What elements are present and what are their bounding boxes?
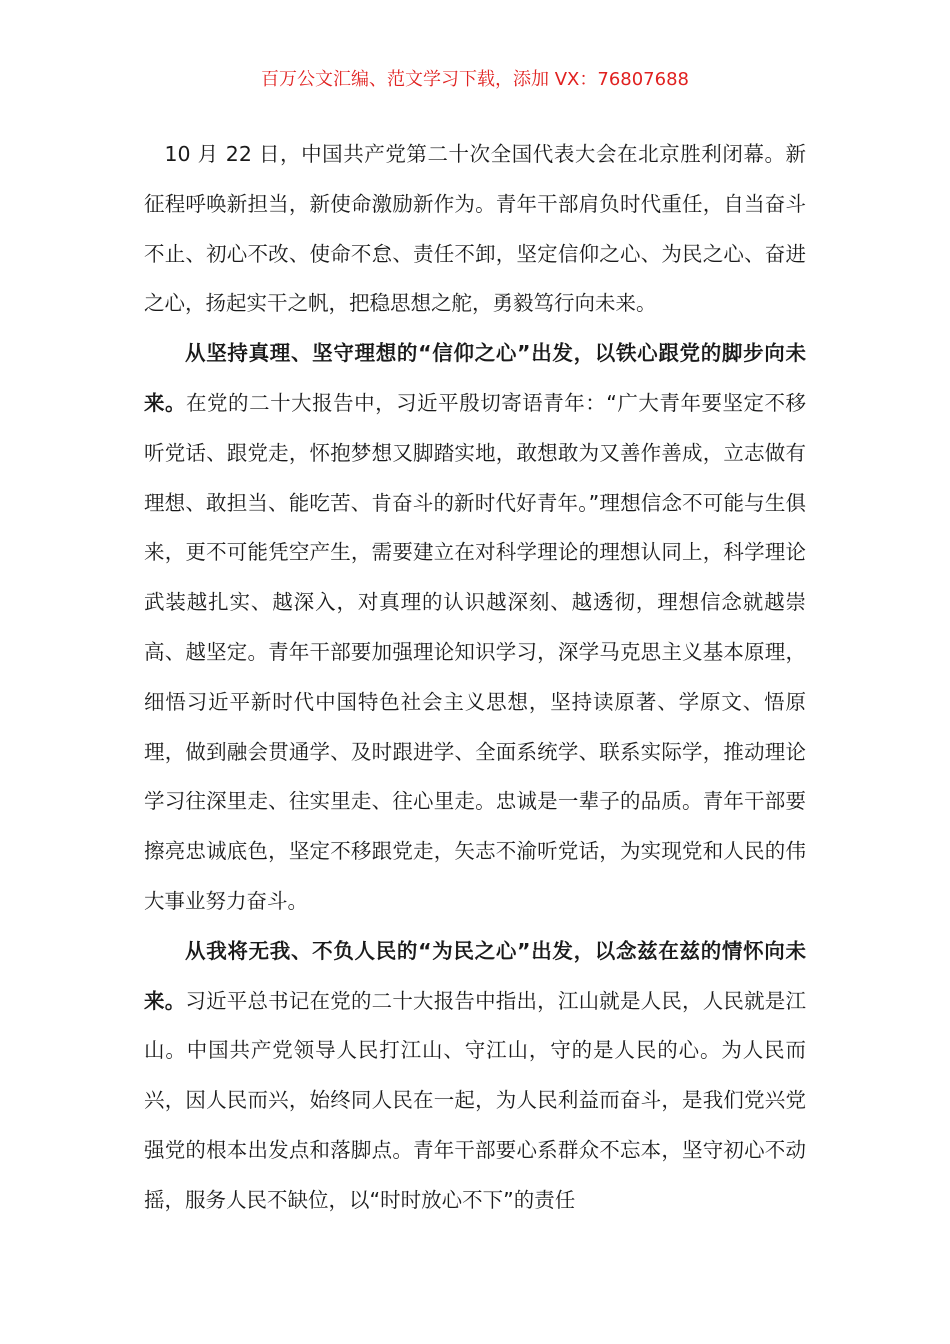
document-body [144, 130, 806, 1226]
paragraph-text: 在党的二十大报告中，习近平殷切寄语青年：“广大青年要坚定不移听党话、跟党走，怀抱梦想又脚踏实地，敢想敢为又善作善成，立志做有理想、敢担当、能吃苦、肯奋斗的新时代好青年。”理想信念不可能与生俱来，更不可能凭空产生，需要建立在对科学理论的理想认同上，科学理论武装越扎实、越深入，对真理的认识越深刻、越透彻，理想信念就越崇高、越坚定。青年干部要加强理论知识学习，深学马克思主义基本原理，细悟习近平新时代中国特色社会主义思想，坚持读原著、学原文、悟原理，做到融会贯通学、及时跟进学、全面系统学、联系实际学，推动理论学习往深里走、往实里走、往心里走。忠诚是一辈子的品质。青年干部要擦亮忠诚底色，坚定不移跟党走，矢志不渝听党话，为实现党和人民的伟大事业努力奋斗。 [144, 390, 807, 913]
paragraph-faith-heart [144, 329, 806, 927]
paragraph-lead: 从我将无我、不负人民的“为民之心”出发，以念兹在兹的情怀向未来。 [144, 938, 806, 1013]
page-header-watermark: 百万公文汇编、范文学习下载，添加 VX：76807688 [261, 69, 689, 90]
paragraph-text: 10 月 22 日，中国共产党第二十次全国代表大会在北京胜利闭幕。新征程呼唤新担当，新使命激励新作为。青年干部肩负时代重任，自当奋斗不止、初心不改、使命不怠、责任不卸，坚定信仰之心、为民之心、奋进之心，扬起实干之帆，把稳思想之舵，勇毅笃行向未来。 [144, 142, 806, 316]
paragraph-people-heart [144, 927, 806, 1226]
paragraph-intro [144, 130, 806, 329]
paragraph-lead: 从坚持真理、坚守理想的“信仰之心”出发，以铁心跟党的脚步向未来。 [144, 341, 806, 415]
paragraph-text: 习近平总书记在党的二十大报告中指出，江山就是人民，人民就是江山。中国共产党领导人民打江山、守江山，守的是人民的心。为人民而兴，因人民而兴，始终同人民在一起，为人民利益而奋斗，是我们党兴党强党的根本出发点和落脚点。青年干部要心系群众不忘本，坚守初心不动摇，服务人民不缺位，以“时时放心不下”的责任 [144, 988, 807, 1212]
